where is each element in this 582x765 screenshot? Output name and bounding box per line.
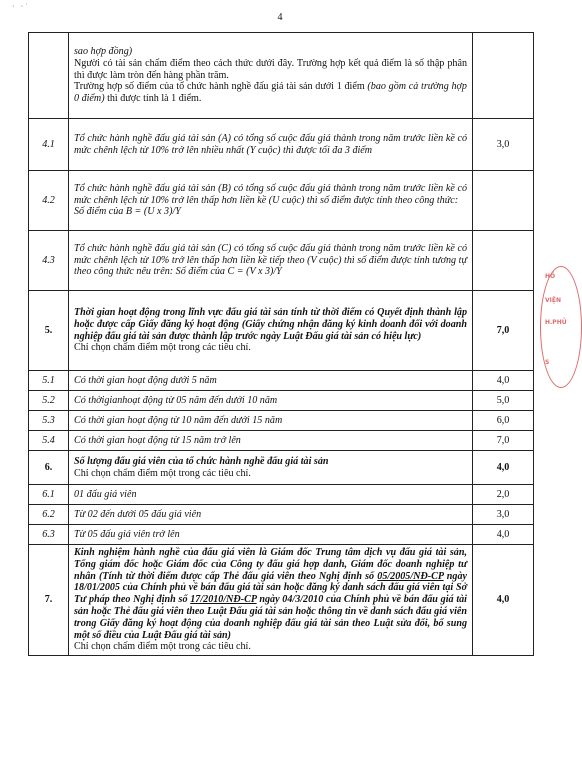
decree-reference: 17/2010/NĐ-CP (190, 594, 257, 606)
criterion-text: Tổ chức hành nghề đấu giá tài sản (A) có tổng số cuộc đấu giá thành trong năm trước liền kề có mức chênh lệch từ 10% trở lên nhiều nhất (Y cuộc) thì được tối đa 3 điểm (69, 119, 473, 171)
criterion-text: Có thờigianhoạt động từ 05 năm đến dưới 10 năm (69, 391, 473, 411)
criterion-description: Tổ chức hành nghề đấu giá tài sản (B) có tổng số cuộc đấu giá thành trong năm trước liền kề có mức chênh lệch từ 10% trở lên thấp hơn liền kề (U cuộc) thì số điểm được tính theo công thức: (74, 182, 467, 206)
minimum-score-rule-b: (bao gồm cả trường hợp 0 điểm) (74, 81, 467, 105)
criterion-note: Chỉ chọn chấm điểm một trong các tiêu chí. (74, 342, 251, 354)
score-cell (473, 171, 534, 231)
score-cell: 7,0 (473, 291, 534, 371)
criterion-formula: Số điểm của B = (U x 3)/Y (74, 206, 181, 218)
criterion-text (69, 291, 473, 371)
minimum-score-rule (74, 81, 467, 105)
criterion-title-part: ngày 18/01/2005 của Chính phủ về bán đấu giá tài sản hoặc đăng ký danh sách đấu giá viên tại Sở Tư pháp theo Nghị định số (74, 570, 467, 606)
minimum-score-rule-c: thì được tính là 1 điểm. (104, 93, 202, 105)
criterion-text: Có thời gian hoạt động dưới 5 năm (69, 371, 473, 391)
row-number-cell: 6.2 (29, 505, 69, 525)
content-cell (69, 33, 473, 119)
score-cell: 5,0 (473, 391, 534, 411)
row-number-cell: 6.3 (29, 525, 69, 545)
rounding-rule-text: Người có tài sản chấm điểm theo cách thức dưới đây. Trường hợp kết quả điểm là số thập phân thì được làm tròn đến hàng phần trăm. (74, 57, 467, 81)
score-cell: 4,0 (473, 451, 534, 485)
criterion-text: Có thời gian hoạt động từ 10 năm đến dưới 15 năm (69, 411, 473, 431)
table-row (29, 119, 534, 171)
score-cell: 7,0 (473, 431, 534, 451)
row-number-cell (29, 33, 69, 119)
table-row (29, 431, 534, 451)
table-row (29, 231, 534, 291)
score-cell: 6,0 (473, 411, 534, 431)
score-cell (473, 231, 534, 291)
criterion-title-part: ngày 04/3/2010 của Chính phủ về bán đấu giá tài sản hoặc Thẻ đấu giá viên theo Luật Đấu giá tài sản hoặc thông tin về danh sách đấu giá viên trong Giấy đăng ký hoạt động của doanh nghiệp đấu giá tài sản theo Luật sửa đổi, bổ sung một số điều của Luật Đấu giá tài sản) (74, 594, 467, 641)
criterion-title-part: Kinh nghiệm hành nghề của đấu giá viên là Giám đốc Trung tâm dịch vụ đấu giá tài sản, Tổng giám đốc hoặc Giám đốc của Công ty đấu giá hợp danh, Giám đốc doanh nghiệp tư nhân (Tính từ thời điểm được cấp Thẻ đấu giá viên theo Nghị định số (74, 547, 467, 582)
score-cell: 2,0 (473, 485, 534, 505)
criterion-title: Số lượng đấu giá viên của tổ chức hành nghề đấu giá tài sản (74, 455, 329, 467)
criterion-title: Thời gian hoạt động trong lĩnh vực đấu giá tài sản tính từ thời điểm có Quyết định thành lập hoặc được cấp Giấy đăng ký hoạt động (Giấy chứng nhận đăng ký kinh doanh đối với doanh nghiệp đấu giá tài sản được thành lập trước ngày Luật Đấu giá tài sản có hiệu lực) (74, 306, 467, 342)
row-number-cell: 5.3 (29, 411, 69, 431)
criterion-text: Có thời gian hoạt động từ 15 năm trở lên (69, 431, 473, 451)
page-number: 4 (277, 12, 283, 23)
table-row (29, 451, 534, 485)
stamp-text: H.PHỦ (545, 319, 567, 326)
table-row (29, 525, 534, 545)
stamp-text: S (545, 359, 550, 366)
minimum-score-rule-a: Trường hợp số điểm của tổ chức hành nghề đấu giá tài sản dưới 1 điểm (74, 81, 368, 93)
table-row (29, 545, 534, 656)
scoring-criteria-table (28, 32, 534, 656)
row-number-cell: 4.1 (29, 119, 69, 171)
criterion-text: Tổ chức hành nghề đấu giá tài sản (C) có tổng số cuộc đấu giá thành trong năm trước liền kề có mức chênh lệch từ 10% trở lên thấp hơn liền kề tiếp theo (V cuộc) thì số điểm được tính tương tự theo công thức nêu trên: Số điểm của C = (V x 3)/Y (69, 231, 473, 291)
row-number-cell: 6.1 (29, 485, 69, 505)
table-row (29, 171, 534, 231)
stamp-text: VIỆN (545, 297, 561, 304)
row-number-cell: 5.2 (29, 391, 69, 411)
decree-reference: 05/2005/NĐ-CP (377, 570, 444, 582)
score-cell: 4,0 (473, 525, 534, 545)
table-row (29, 291, 534, 371)
row-number-cell: 4.3 (29, 231, 69, 291)
criterion-text: 01 đấu giá viên (69, 485, 473, 505)
stamp-text: HỒ (545, 273, 556, 280)
criterion-text: Từ 05 đấu giá viên trở lên (69, 525, 473, 545)
criterion-title (74, 547, 467, 641)
criterion-text (69, 545, 473, 656)
table-row (29, 505, 534, 525)
continued-text: sao hợp đồng) (74, 46, 133, 57)
criterion-text: Từ 02 đến dưới 05 đấu giá viên (69, 505, 473, 525)
table-row (29, 391, 534, 411)
row-number-cell: 5. (29, 291, 69, 371)
criterion-note: Chỉ chọn chấm điểm một trong các tiêu chí. (74, 641, 251, 653)
criterion-note: Chỉ chọn chấm điểm một trong các tiêu chí. (74, 467, 251, 479)
row-number-cell: 7. (29, 545, 69, 656)
row-number-cell: 4.2 (29, 171, 69, 231)
criterion-text (69, 171, 473, 231)
score-cell: 4,0 (473, 371, 534, 391)
red-seal-stamp (540, 266, 582, 388)
table-row (29, 371, 534, 391)
table-row (29, 411, 534, 431)
corner-marks: · ·˙ (12, 2, 30, 11)
table-row (29, 485, 534, 505)
score-cell: 4,0 (473, 545, 534, 656)
table-row (29, 33, 534, 119)
criterion-text (69, 451, 473, 485)
score-cell: 3,0 (473, 505, 534, 525)
score-cell (473, 33, 534, 119)
row-number-cell: 6. (29, 451, 69, 485)
row-number-cell: 5.4 (29, 431, 69, 451)
row-number-cell: 5.1 (29, 371, 69, 391)
score-cell: 3,0 (473, 119, 534, 171)
